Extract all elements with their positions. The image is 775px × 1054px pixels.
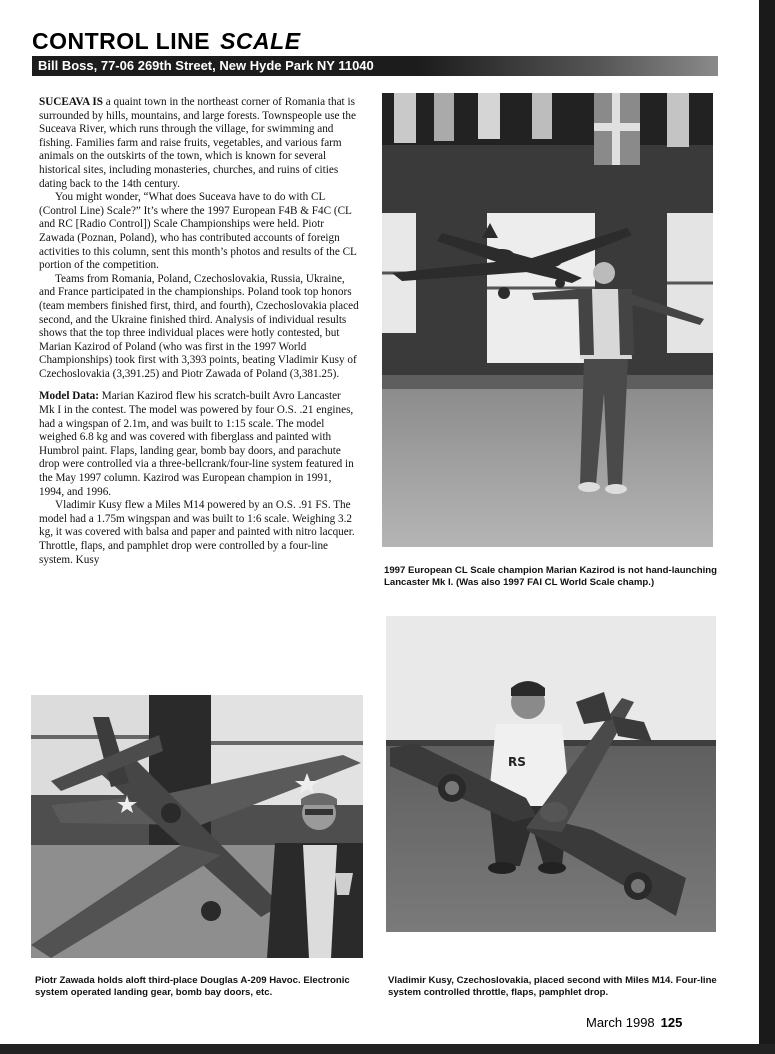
lead-in: SUCEAVA IS <box>39 96 103 108</box>
caption-miles-m14: Vladimir Kusy, Czechoslovakia, placed second with Miles M14. Four-line system controlled throttle, flaps, pamphlet drop. <box>388 975 717 998</box>
byline-gradient <box>418 56 718 76</box>
caption-havoc: Piotr Zawada holds aloft third-place Douglas A-209 Havoc. Electronic system operated landing gear, bomb bay doors, etc. <box>35 975 350 998</box>
photo-lancaster <box>382 93 713 547</box>
photo-miles-m14-image <box>386 616 716 932</box>
photo-lancaster-image <box>382 93 713 547</box>
paragraph-intro <box>39 96 359 191</box>
column-title <box>32 28 301 55</box>
column-title-italic: SCALE <box>220 28 301 54</box>
scan-edge-right <box>759 0 775 1054</box>
paragraph-model-data <box>39 390 359 499</box>
byline-text: Bill Boss, 77-06 269th Street, New Hyde Park NY 11040 <box>38 58 374 73</box>
model-data-text: Marian Kazirod flew his scratch-built Avro Lancaster Mk I in the contest. The model was powered by four O.S. .21 engines, had a wingspan of 2.1m, and was built to 1:15 scale. The model weighed 6.8 kg and was covered with fiberglass and painted with Humbrol paint. Flaps, landing gear, bomb bay doors, and parachute drop were controlled via a three-bellcrank/four-line system featured in the May 1997 column. Kazirod was European champion in 1991, 1994, and 1996. <box>39 390 354 498</box>
byline-bar <box>32 56 718 76</box>
column-title-text: CONTROL LINE <box>32 28 211 54</box>
footer-month: March 1998 <box>586 1015 655 1030</box>
scan-edge-bottom <box>0 1044 775 1054</box>
article-body <box>39 96 359 567</box>
shirt-print: RS <box>508 755 526 769</box>
paragraph-kusy: Vladimir Kusy flew a Miles M14 powered by an O.S. .91 FS. The model had a 1.75m wingspan and was built to 1:6 scale. Weighing 3.2 kg, it was covered with balsa and paper and painted with nitro lacquer. Throttle, flaps, and pamphlet drop were controlled by a four-line system. Kusy <box>39 499 355 566</box>
photo-miles-m14 <box>386 616 716 932</box>
page-footer <box>586 1015 682 1030</box>
paragraph-intro-text: a quaint town in the northeast corner of Romania that is surrounded by hills, mountains, and large forests. Townspeople use the Suceava River, which runs through the village, for swimming and fishing. Families farm and raise fruits, vegetables, and various farm animals on the outskirts of the town, which is known for several historical sites, including monasteries, churches, and ruins of cities dating back to the 14th century. <box>39 96 356 190</box>
paragraph-suceava: You might wonder, “What does Suceava have to do with CL (Control Line) Scale?” It’s where the 1997 European F4B & F4C (CL and RC [Radio Control]) Scale Championships were held. Piotr Zawada (Poznan, Poland), who has contributed accounts of foreign activities to this column, sent this month’s photos and results of the CL portion of the competition. <box>39 191 357 272</box>
photo-havoc-image <box>31 695 363 958</box>
page-number: 125 <box>660 1015 683 1030</box>
photo-havoc <box>31 695 363 958</box>
caption-lancaster: 1997 European CL Scale champion Marian Kazirod is not hand-launching Lancaster Mk I. (Was also 1997 FAI CL World Scale champ.) <box>384 565 718 588</box>
paragraph-teams: Teams from Romania, Poland, Czechoslovakia, Russia, Ukraine, and France participated in the championships. Poland took top honors (team members finished first, third, and fourth), Czechoslovakia placed second, and the Ukraine finished third. Analysis of individual results shows that the top three individual places were hotly contested, but Marian Kazirod of Poland (who was first in the 1997 World Championships) took first with 3,393 points, beating Vladimir Kusy of Czechoslovakia (3,391.25) and Piotr Zawada of Poland (3,381.25). <box>39 272 359 380</box>
model-data-heading: Model Data: <box>39 390 99 403</box>
